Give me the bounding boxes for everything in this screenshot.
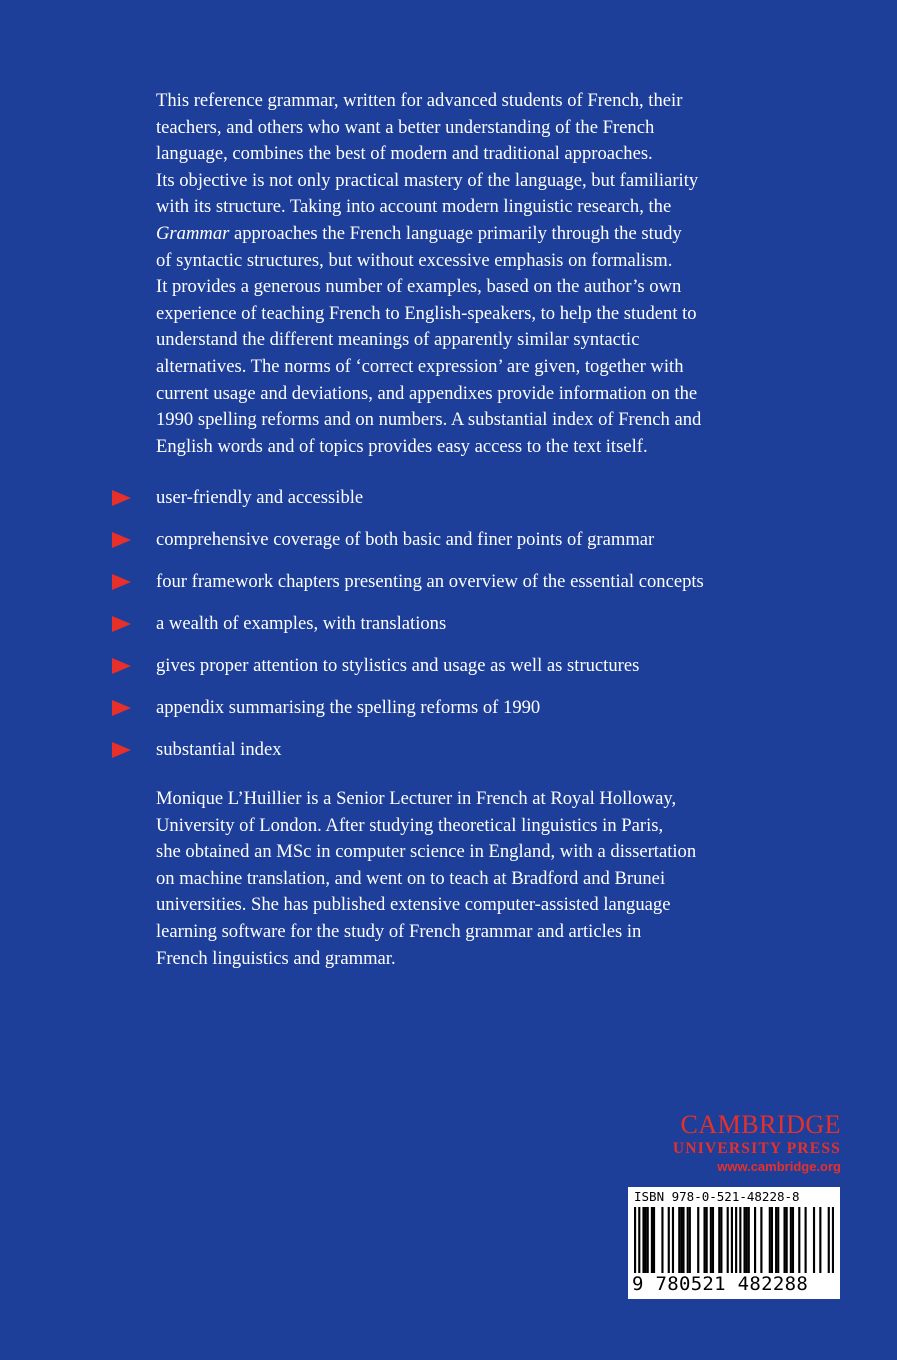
feature-item bbox=[112, 612, 832, 654]
barcode-bar bbox=[653, 1207, 655, 1273]
feature-text: user-friendly and accessible bbox=[156, 487, 364, 508]
barcode-bar bbox=[687, 1207, 689, 1273]
barcode-bar bbox=[680, 1207, 682, 1273]
barcode-bar bbox=[813, 1207, 815, 1273]
triangle-bullet-icon bbox=[112, 742, 131, 758]
isbn-label: ISBN 978-0-521-48228-8 bbox=[634, 1189, 800, 1204]
description-line: teachers, and others who want a better understanding of the French bbox=[156, 116, 655, 138]
barcode-bar bbox=[735, 1207, 737, 1273]
barcode-bar bbox=[703, 1207, 705, 1273]
barcode-bar bbox=[645, 1207, 647, 1273]
barcode-bar bbox=[832, 1207, 834, 1273]
triangle-bullet-icon bbox=[112, 490, 131, 506]
description-line: experience of teaching French to English-speakers, to help the student to bbox=[156, 302, 697, 324]
author-bio-line: universities. She has published extensive computer-assisted language bbox=[156, 894, 671, 916]
barcode-bar bbox=[805, 1207, 807, 1273]
barcode-bar bbox=[828, 1207, 830, 1273]
feature-item bbox=[112, 654, 832, 696]
barcode-bar bbox=[786, 1207, 788, 1273]
feature-item bbox=[112, 570, 832, 612]
triangle-bullet-icon bbox=[112, 574, 131, 590]
feature-list bbox=[112, 486, 832, 780]
barcode-digits: 9 780521 482288 bbox=[632, 1273, 809, 1295]
barcode-bar bbox=[727, 1207, 729, 1273]
description-line: Grammar approaches the French language primarily through the study bbox=[156, 222, 682, 244]
barcode-bar bbox=[689, 1207, 691, 1273]
barcode-bar bbox=[710, 1207, 712, 1273]
barcode-bar bbox=[731, 1207, 733, 1273]
triangle-bullet-icon bbox=[112, 700, 131, 716]
author-bio-line: learning software for the study of French grammar and articles in bbox=[156, 920, 642, 942]
author-bio-line: on machine translation, and went on to teach at Bradford and Brunei bbox=[156, 867, 666, 889]
description-line: with its structure. Taking into account modern linguistic research, the bbox=[156, 196, 672, 218]
description-line: understand the different meanings of apparently similar syntactic bbox=[156, 329, 640, 351]
feature-item bbox=[112, 528, 832, 570]
author-bio-line: French linguistics and grammar. bbox=[156, 947, 396, 969]
barcode-bar bbox=[668, 1207, 670, 1273]
publisher-subname: UNIVERSITY PRESS bbox=[672, 1140, 841, 1157]
barcode-bar bbox=[775, 1207, 777, 1273]
description-line: of syntactic structures, but without excessive emphasis on formalism. bbox=[156, 249, 673, 271]
publisher-name: CAMBRIDGE bbox=[680, 1110, 841, 1139]
barcode-bar bbox=[746, 1207, 748, 1273]
publisher-logo bbox=[628, 1110, 841, 1177]
barcode-bar bbox=[634, 1207, 636, 1273]
feature-text: four framework chapters presenting an overview of the essential concepts bbox=[156, 571, 704, 592]
description bbox=[156, 88, 816, 460]
barcode-bar bbox=[754, 1207, 756, 1273]
barcode-bar bbox=[743, 1207, 745, 1273]
author-bio-line: Monique L’Huillier is a Senior Lecturer in French at Royal Holloway, bbox=[156, 788, 677, 809]
barcode-bar bbox=[682, 1207, 684, 1273]
barcode-bar bbox=[712, 1207, 714, 1273]
barcode-bar bbox=[790, 1207, 792, 1273]
author-bio-line: she obtained an MSc in computer science in England, with a dissertation bbox=[156, 841, 697, 863]
barcode-bar bbox=[672, 1207, 674, 1273]
barcode-bar bbox=[739, 1207, 741, 1273]
barcode-bar bbox=[718, 1207, 720, 1273]
triangle-bullet-icon bbox=[112, 532, 131, 548]
feature-text: a wealth of examples, with translations bbox=[156, 613, 447, 634]
triangle-bullet-icon bbox=[112, 616, 131, 632]
feature-text: comprehensive coverage of both basic and finer points of grammar bbox=[156, 529, 655, 550]
description-line: English words and of topics provides easy access to the text itself. bbox=[156, 435, 648, 457]
description-line: language, combines the best of modern and traditional approaches. bbox=[156, 143, 653, 165]
barcode-bar bbox=[769, 1207, 771, 1273]
author-bio-line: University of London. After studying theoretical linguistics in Paris, bbox=[156, 814, 664, 836]
barcode-bar bbox=[706, 1207, 708, 1273]
feature-text: gives proper attention to stylistics and usage as well as structures bbox=[156, 655, 640, 676]
description-line: current usage and deviations, and appendixes provide information on the bbox=[156, 382, 698, 404]
description-line: 1990 spelling reforms and on numbers. A substantial index of French and bbox=[156, 409, 702, 431]
barcode-bar bbox=[638, 1207, 640, 1273]
description-line: alternatives. The norms of ‘correct expression’ are given, together with bbox=[156, 355, 684, 377]
barcode bbox=[628, 1187, 840, 1299]
barcode-bar bbox=[651, 1207, 653, 1273]
feature-item bbox=[112, 738, 832, 780]
barcode-bar bbox=[760, 1207, 762, 1273]
description-line: This reference grammar, written for advanced students of French, their bbox=[156, 90, 683, 111]
feature-text: substantial index bbox=[156, 739, 282, 760]
feature-text: appendix summarising the spelling reforms of 1990 bbox=[156, 697, 541, 718]
grammar-title: Grammar bbox=[156, 222, 230, 244]
barcode-bar bbox=[777, 1207, 779, 1273]
barcode-bar bbox=[792, 1207, 794, 1273]
barcode-bar bbox=[783, 1207, 785, 1273]
barcode-bar bbox=[819, 1207, 821, 1273]
feature-item bbox=[112, 696, 832, 738]
barcode-bar bbox=[661, 1207, 663, 1273]
description-line: Its objective is not only practical mastery of the language, but familiarity bbox=[156, 169, 699, 191]
barcode-bar bbox=[642, 1207, 644, 1273]
triangle-bullet-icon bbox=[112, 658, 131, 674]
barcode-bar bbox=[647, 1207, 649, 1273]
barcode-bar bbox=[798, 1207, 800, 1273]
feature-item bbox=[112, 486, 832, 528]
barcode-bar bbox=[678, 1207, 680, 1273]
barcode-bar bbox=[720, 1207, 722, 1273]
publisher-url: www.cambridge.org bbox=[717, 1159, 841, 1174]
barcode-bar bbox=[771, 1207, 773, 1273]
barcode-bar bbox=[748, 1207, 750, 1273]
author-bio bbox=[156, 786, 816, 972]
barcode-bars-icon bbox=[634, 1207, 834, 1273]
barcode-bar bbox=[697, 1207, 699, 1273]
description-line: It provides a generous number of examples, based on the author’s own bbox=[156, 276, 682, 298]
